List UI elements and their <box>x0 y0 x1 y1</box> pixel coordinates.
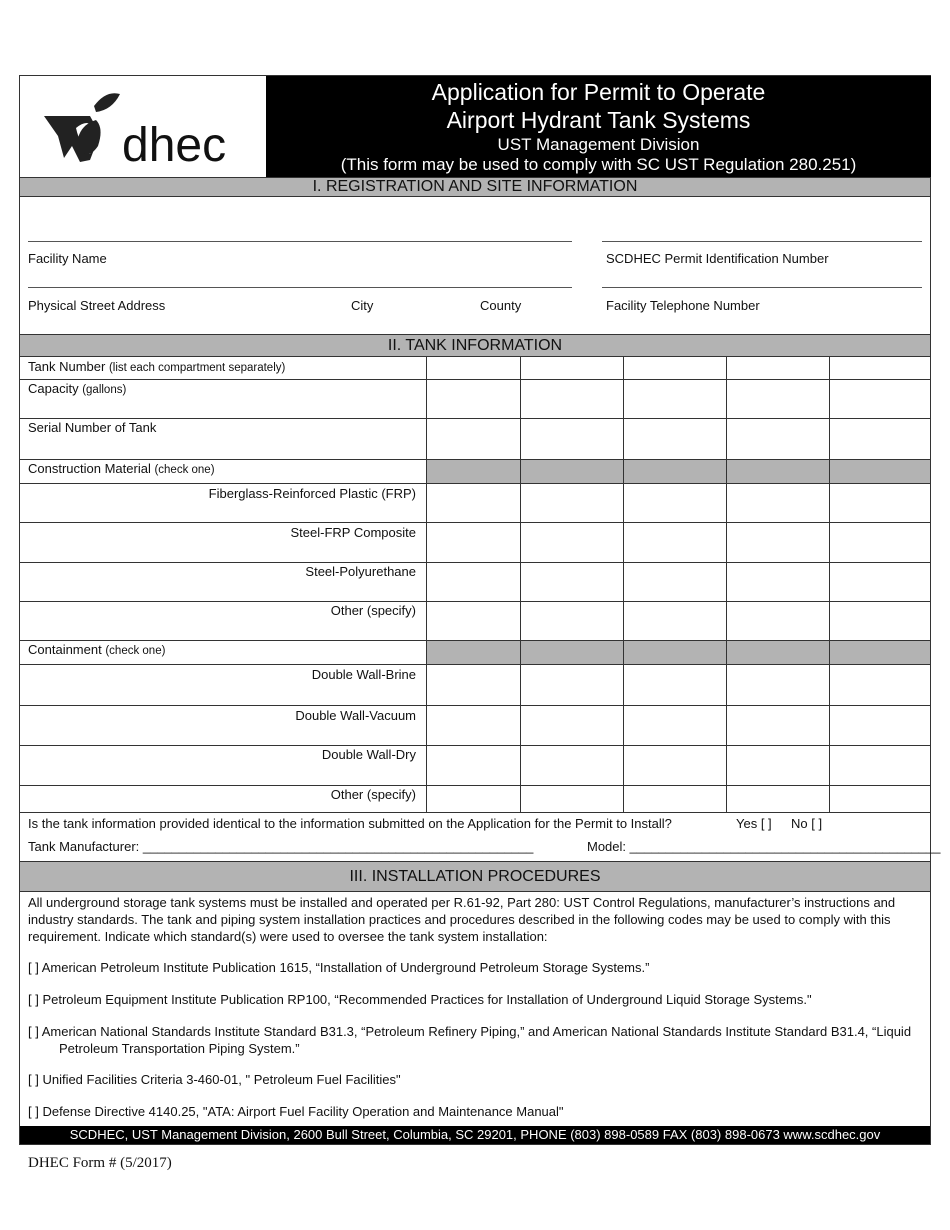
standard-ufc[interactable]: [ ] Unified Facilities Criteria 3-460-01, " Petroleum Fuel Facilities" <box>28 1072 401 1087</box>
option-double-wall-vacuum: Double Wall-Vacuum <box>295 708 416 723</box>
option-steel-frp: Steel-FRP Composite <box>290 525 416 540</box>
option-double-wall-brine: Double Wall-Brine <box>311 667 416 682</box>
facility-name-label: Facility Name <box>28 251 107 266</box>
standard-dod-4140[interactable]: [ ] Defense Directive 4140.25, "ATA: Airport Fuel Facility Operation and Maintenance Manual" <box>28 1104 564 1119</box>
model-field[interactable]: Model: ___________________________________________ <box>587 839 941 854</box>
standard-pei-rp100[interactable]: [ ] Petroleum Equipment Institute Publication RP100, “Recommended Practices for Installation of Underground Liquid Storage Systems." <box>28 992 812 1007</box>
dhec-logo <box>20 76 266 177</box>
county-label: County <box>480 298 522 313</box>
installation-intro: All underground storage tank systems must be installed and operated per R.61-92, Part 280: UST Control Regulations, manufacturer’s instructions and industry standards. The tank and piping system installation practices and procedures described in the following codes may be used to comply with this requirement. Indicate which standard(s) were used to oversee the tank system installation: <box>28 895 896 944</box>
option-frp: Fiberglass-Reinforced Plastic (FRP) <box>208 486 416 501</box>
form-title-line1: Application for Permit to Operate <box>431 79 766 105</box>
division-name: UST Management Division <box>497 135 700 154</box>
section1-header: I. REGISTRATION AND SITE INFORMATION <box>20 177 930 197</box>
regulation-note: (This form may be used to comply with SC UST Regulation 280.251) <box>340 155 857 174</box>
phone-label: Facility Telephone Number <box>606 298 760 313</box>
section2-header: II. TANK INFORMATION <box>20 334 930 357</box>
contact-footer: SCDHEC, UST Management Division, 2600 Bull Street, Columbia, SC 29201, PHONE (803) 898-0589 FAX (803) 898-0673 www.scdhec.gov <box>20 1126 930 1144</box>
section3-header: III. INSTALLATION PROCEDURES <box>20 861 930 892</box>
manufacturer-field[interactable]: Tank Manufacturer: ______________________________________________________ <box>28 839 534 854</box>
dhec-logo-icon <box>20 76 266 177</box>
option-double-wall-dry: Double Wall-Dry <box>321 747 416 762</box>
permit-id-field[interactable] <box>602 241 922 242</box>
yes-checkbox[interactable]: Yes [ ] <box>736 816 772 831</box>
capacity-label: Capacity (gallons) <box>28 381 127 396</box>
standard-api-1615[interactable]: [ ] American Petroleum Institute Publication 1615, “Installation of Underground Petroleum Storage Systems.” <box>28 960 650 975</box>
serial-number-label: Serial Number of Tank <box>28 420 157 435</box>
city-label: City <box>351 298 374 313</box>
form-header <box>266 76 931 177</box>
form-number: DHEC Form # (5/2017) <box>28 1155 172 1171</box>
permit-form <box>19 75 941 1145</box>
facility-name-field[interactable] <box>28 241 572 242</box>
form-title-line2: Airport Hydrant Tank Systems <box>446 107 751 133</box>
permit-id-label: SCDHEC Permit Identification Number <box>606 251 829 266</box>
identical-question: Is the tank information provided identical to the information submitted on the Application for the Permit to Install? <box>28 816 672 831</box>
option-containment-other: Other (specify) <box>330 787 416 802</box>
svg-text:dhec: dhec <box>122 119 227 172</box>
tank-number-label: Tank Number (list each compartment separately) <box>28 359 286 374</box>
option-construction-other: Other (specify) <box>330 603 416 618</box>
phone-field[interactable] <box>602 287 922 288</box>
street-address-label: Physical Street Address <box>28 298 166 313</box>
construction-material-label: Construction Material (check one) <box>28 461 215 476</box>
address-field[interactable] <box>28 287 572 288</box>
option-steel-polyurethane: Steel-Polyurethane <box>305 564 416 579</box>
containment-label: Containment (check one) <box>28 642 166 657</box>
standard-ansi-b31[interactable]: [ ] American National Standards Institute Standard B31.3, “Petroleum Refinery Piping,” and American National Standards Institute Standard B31.4, “Liquid Petroleum Transportation Piping System.” <box>28 1024 912 1056</box>
no-checkbox[interactable]: No [ ] <box>791 816 823 831</box>
